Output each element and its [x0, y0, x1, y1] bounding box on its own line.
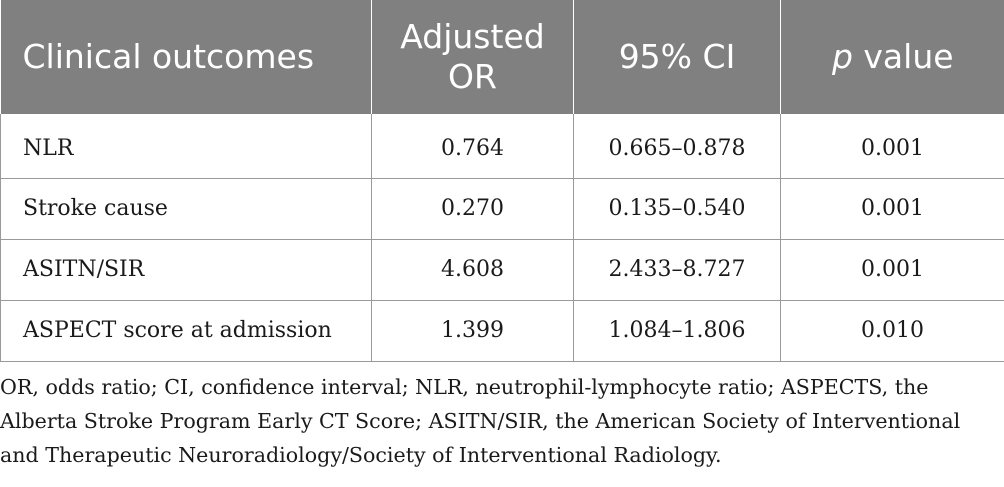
- table-footnote: OR, odds ratio; CI, confidence interval; NLR, neutrophil-lymphocyte ratio; ASPECTS, the Alberta Stroke Program Early CT Score; ASITN/SIR, the American Society of Interventional and Therapeutic Neuroradiology/Society of Interventional Radiology.: [0, 375, 961, 467]
- header-adjusted-or: Adjusted OR: [372, 0, 574, 114]
- header-p-rest: value: [852, 37, 954, 76]
- cell-adjusted-or: 0.764: [372, 114, 574, 178]
- cell-outcome: Stroke cause: [1, 178, 372, 239]
- cell-outcome: ASITN/SIR: [1, 239, 372, 300]
- table-row: [1, 239, 1004, 300]
- cell-ci: 0.665–0.878: [574, 114, 781, 178]
- cell-adjusted-or: 1.399: [372, 300, 574, 361]
- cell-adjusted-or: 0.270: [372, 178, 574, 239]
- cell-adjusted-or: 4.608: [372, 239, 574, 300]
- cell-outcome: NLR: [1, 114, 372, 178]
- header-p-italic: p: [831, 37, 853, 76]
- cell-p-value: 0.010: [781, 300, 1004, 361]
- table-row: [1, 114, 1004, 178]
- cell-ci: 2.433–8.727: [574, 239, 781, 300]
- header-95-ci: 95% CI: [574, 0, 781, 114]
- cell-ci: 0.135–0.540: [574, 178, 781, 239]
- table-row: [1, 178, 1004, 239]
- table-row: [1, 300, 1004, 361]
- cell-p-value: 0.001: [781, 239, 1004, 300]
- header-p-value: [781, 0, 1004, 114]
- header-clinical-outcomes: Clinical outcomes: [1, 0, 372, 114]
- cell-ci: 1.084–1.806: [574, 300, 781, 361]
- header-row: [1, 0, 1004, 114]
- cell-p-value: 0.001: [781, 114, 1004, 178]
- cell-p-value: 0.001: [781, 178, 1004, 239]
- cell-outcome: ASPECT score at admission: [1, 300, 372, 361]
